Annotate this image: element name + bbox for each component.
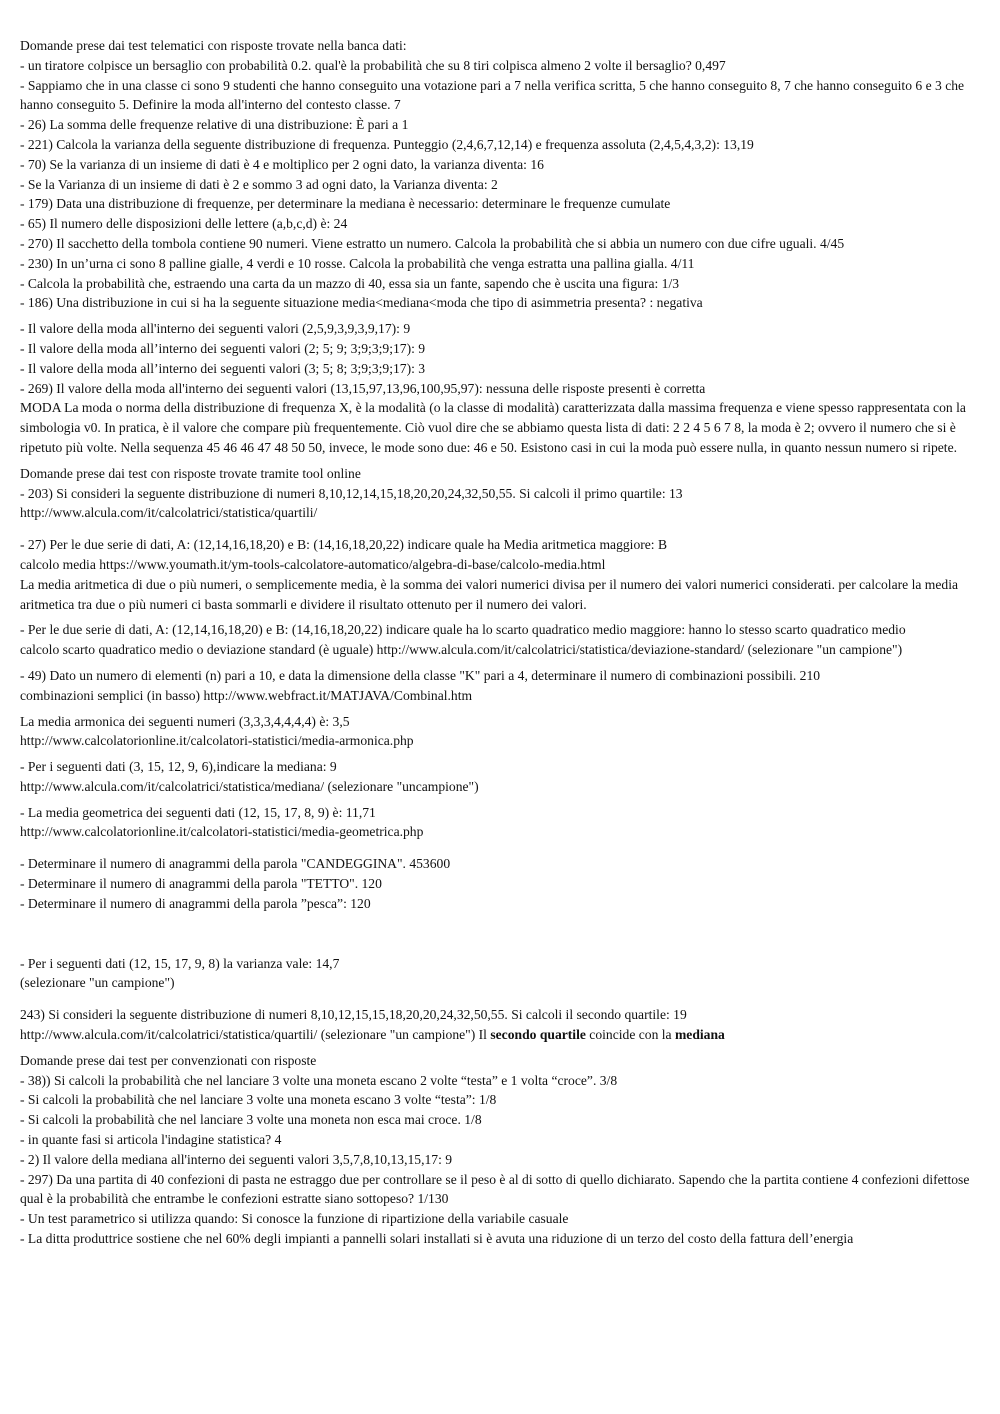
- qa-item: - 26) La somma delle frequenze relative di una distribuzione: È pari a 1: [20, 117, 409, 133]
- section-header-telematici: Domande prese dai test telematici con risposte trovate nella banca dati:: [20, 38, 407, 53]
- note-line: (selezionare "un campione"): [20, 975, 175, 991]
- reference-link[interactable]: http://www.alcula.com/it/calcolatrici/statistica/mediana/ (selezionare "uncampione"): [20, 778, 479, 794]
- qa-item: - 2) Il valore della mediana all'interno dei seguenti valori 3,5,7,8,10,13,15,17: 9: [20, 1151, 453, 1167]
- qa-item: - Sappiamo che in una classe ci sono 9 studenti che hanno conseguito una votazione pari a 7 nella verifica scritta, 5 che hanno conseguito 8, 7 che hanno conseguito 6 e 3 che hanno conseguito 5. Definire la moda all'interno del contesto classe. 7: [20, 77, 965, 113]
- qa-item: La media armonica dei seguenti numeri (3,3,3,4,4,4,4) è: 3,5: [20, 713, 350, 729]
- reference-link[interactable]: http://www.alcula.com/it/calcolatrici/statistica/quartili/: [20, 505, 318, 521]
- qa-item: - Si calcoli la probabilità che nel lanciare 3 volte una moneta non esca mai croce. 1/8: [20, 1112, 482, 1128]
- qa-item: - Determinare il numero di anagrammi della parola "CANDEGGINA". 453600: [20, 856, 451, 872]
- qa-item: - Se la Varianza di un insieme di dati è 2 e sommo 3 ad ogni dato, la Varianza diventa: 2: [20, 176, 498, 192]
- qa-item: - Per i seguenti dati (3, 15, 12, 9, 6),indicare la mediana: 9: [20, 759, 337, 775]
- reference-link[interactable]: calcolo media https://www.youmath.it/ym-tools-calcolatore-automatico/algebra-di-base/calcolo-media.html: [20, 556, 606, 572]
- qa-item: - 65) Il numero delle disposizioni delle lettere (a,b,c,d) è: 24: [20, 216, 348, 232]
- reference-link[interactable]: http://www.calcolatorionline.it/calcolatori-statistici/media-armonica.php: [20, 733, 414, 749]
- qa-item: - 70) Se la varianza di un insieme di dati è 4 e moltiplico per 2 ogni dato, la varianza diventa: 16: [20, 156, 544, 172]
- qa-item: - Si calcoli la probabilità che nel lanciare 3 volte una moneta escano 3 volte “testa”: 1/8: [20, 1092, 497, 1108]
- qa-item: - 179) Data una distribuzione di frequenze, per determinare la mediana è necessario: determinare le frequenze cumulate: [20, 196, 671, 212]
- reference-line: [20, 1025, 980, 1045]
- qa-item: - 269) Il valore della moda all'interno dei seguenti valori (13,15,97,13,96,100,95,97): nessuna delle risposte presenti è corretta: [20, 380, 706, 396]
- qa-item: - Calcola la probabilità che, estraendo una carta da un mazzo di 40, essa sia un fante, sapendo che è uscita una figura: 1/3: [20, 275, 680, 291]
- qa-item: - Il valore della moda all’interno dei seguenti valori (2; 5; 9; 3;9;3;9;17): 9: [20, 340, 426, 356]
- qa-item: - un tiratore colpisce un bersaglio con probabilità 0.2. qual'è la probabilità che su 8 tiri colpisca almeno 2 volte il bersaglio? 0,497: [20, 57, 726, 73]
- reference-link[interactable]: http://www.alcula.com/it/calcolatrici/statistica/quartili/ (selezionare "un campione") Il: [20, 1027, 491, 1043]
- qa-item: - 297) Da una partita di 40 confezioni di pasta ne estraggo due per controllare se il peso è al di sotto di quello dichiarato. Sapendo che la partita contiene 4 confezioni difettose qual è la probabilità che entrambe le confezioni estratte siano sottopeso? 1/130: [20, 1171, 970, 1207]
- qa-item: - 230) In un’urna ci sono 8 palline gialle, 4 verdi e 10 rosse. Calcola la probabilità che venga estratta una pallina gialla. 4/11: [20, 255, 695, 271]
- qa-item: - 49) Dato un numero di elementi (n) pari a 10, e data la dimensione della classe "K" pari a 4, determinare il numero di combinazioni possibili. 210: [20, 667, 821, 683]
- qa-item: - 270) Il sacchetto della tombola contiene 90 numeri. Viene estratto un numero. Calcola la probabilità che si abbia un numero con due cifre uguali. 4/45: [20, 235, 845, 251]
- document-page: [20, 36, 980, 1249]
- qa-item: - Un test parametrico si utilizza quando: Si conosce la funzione di ripartizione della variabile casuale: [20, 1211, 569, 1227]
- moda-definition-paragraph: MODA La moda o norma della distribuzione di frequenza X, è la modalità (o la classe di modalità) caratterizzata dalla massima frequenza e viene spesso rappresentata con la simbologia v0. In pratica, è il valore che compare più frequentemente. Ciò vuol dire che se abbiamo questa lista di dati: 2 2 4 5 6 7 8, la moda è 2; ovvero il numero che si è ripetuto più volte. Nella sequenza 45 46 46 47 48 50 50, invece, le mode sono due: 46 e 50. Esistono casi in cui la moda può essere nulla, in quanto nessun numero si ripete.: [20, 400, 966, 455]
- bold-term: secondo quartile: [490, 1027, 586, 1043]
- qa-item: 243) Si consideri la seguente distribuzione di numeri 8,10,12,15,15,18,20,20,24,32,50,55. Si calcoli il secondo quartile: 19: [20, 1007, 687, 1023]
- qa-item: - La ditta produttrice sostiene che nel 60% degli impianti a pannelli solari installati si è avuta una riduzione di un terzo del costo della fattura dell’energia: [20, 1231, 854, 1247]
- reference-link[interactable]: http://www.calcolatorionline.it/calcolatori-statistici/media-geometrica.php: [20, 824, 424, 840]
- qa-item: - 221) Calcola la varianza della seguente distribuzione di frequenza. Punteggio (2,4,6,7,12,14) e frequenza assoluta (2,4,5,4,3,2): 13,19: [20, 136, 754, 152]
- qa-item: - La media geometrica dei seguenti dati (12, 15, 17, 8, 9) è: 11,71: [20, 804, 376, 820]
- qa-item: - 38)) Si calcoli la probabilità che nel lanciare 3 volte una moneta escano 2 volte “testa” e 1 volta “croce”. 3/8: [20, 1072, 618, 1088]
- reference-link[interactable]: calcolo scarto quadratico medio o deviazione standard (è uguale) http://www.alcula.com/it/calcolatrici/statistica/deviazione-standard/ (selezionare "un campione"): [20, 642, 903, 658]
- section-header-convenzionati: Domande prese dai test per convenzionati con risposte: [20, 1052, 317, 1068]
- text-fragment: coincide con la: [585, 1027, 675, 1043]
- bold-term: mediana: [674, 1027, 725, 1043]
- qa-item: - Per le due serie di dati, A: (12,14,16,18,20) e B: (14,16,18,20,22) indicare quale ha lo scarto quadratico medio maggiore: hanno lo stesso scarto quadratico medio: [20, 622, 906, 638]
- qa-item: - Il valore della moda all'interno dei seguenti valori (2,5,9,3,9,3,9,17): 9: [20, 321, 411, 337]
- qa-item: - Determinare il numero di anagrammi della parola "TETTO". 120: [20, 876, 382, 892]
- qa-item: - 186) Una distribuzione in cui si ha la seguente situazione media<mediana<moda che tipo di asimmetria presenta? : negativa: [20, 295, 703, 311]
- section-header-tool-online: Domande prese dai test con risposte trovate tramite tool online: [20, 465, 361, 481]
- note-paragraph: La media aritmetica di due o più numeri, o semplicemente media, è la somma dei valori numerici divisa per il numero dei valori numerici considerati. per calcolare la media aritmetica tra due o più numeri ci basta sommarli e dividere il risultato ottenuto per il numero dei valori.: [20, 576, 959, 612]
- qa-item: - 203) Si consideri la seguente distribuzione di numeri 8,10,12,14,15,18,20,20,24,32,50,55. Si calcoli il primo quartile: 13: [20, 485, 683, 501]
- reference-link[interactable]: combinazioni semplici (in basso) http://www.webfract.it/MATJAVA/Combinal.htm: [20, 687, 473, 703]
- qa-item: - Il valore della moda all’interno dei seguenti valori (3; 5; 8; 3;9;3;9;17): 3: [20, 360, 426, 376]
- qa-item: - Determinare il numero di anagrammi della parola ”pesca”: 120: [20, 895, 371, 911]
- qa-item: - 27) Per le due serie di dati, A: (12,14,16,18,20) e B: (14,16,18,20,22) indicare quale ha Media aritmetica maggiore: B: [20, 537, 668, 553]
- qa-item: - in quante fasi si articola l'indagine statistica? 4: [20, 1132, 282, 1148]
- qa-item: - Per i seguenti dati (12, 15, 17, 9, 8) la varianza vale: 14,7: [20, 955, 340, 971]
